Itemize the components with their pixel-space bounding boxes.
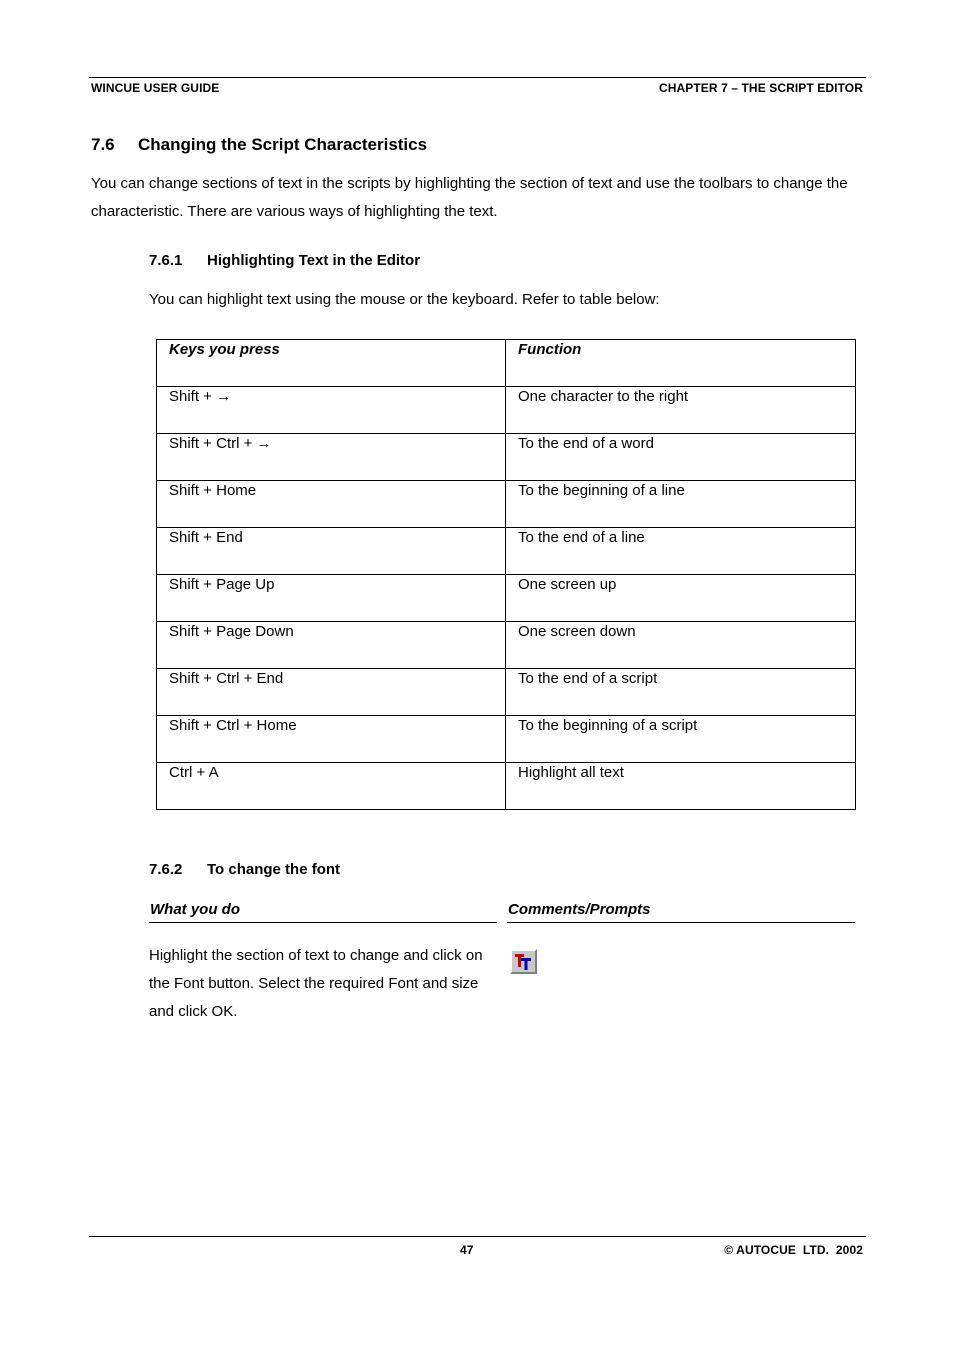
- table-cell-keys: Shift + Ctrl + Home: [157, 716, 506, 763]
- footer-rule: [89, 1236, 866, 1237]
- column-heading-comments: Comments/Prompts: [508, 901, 651, 918]
- page-number: 47: [460, 1243, 474, 1257]
- table-header-cell: Keys you press: [157, 340, 506, 387]
- font-button[interactable]: [510, 949, 537, 974]
- subsection-title: Highlighting Text in the Editor: [207, 252, 421, 269]
- subsection-heading: [149, 861, 340, 878]
- table-cell-function: One screen up: [506, 575, 856, 622]
- header-title: WINCUE USER GUIDE: [91, 81, 220, 95]
- section-number: 7.6: [91, 135, 115, 154]
- table-cell-function: Highlight all text: [506, 763, 856, 810]
- table-cell-function: To the beginning of a line: [506, 481, 856, 528]
- column-heading-what: What you do: [150, 901, 240, 918]
- subsection-title: To change the font: [207, 861, 341, 878]
- table-cell-keys: Shift + End: [157, 528, 506, 575]
- table-row: [157, 387, 856, 434]
- subsection-number: 7.6.2: [149, 861, 183, 878]
- table-cell-function: To the beginning of a script: [506, 716, 856, 763]
- font-instruction-line: and click OK.: [149, 1003, 238, 1020]
- section-title: Changing the Script Characteristics: [138, 135, 428, 154]
- footer-copyright: © AUTOCUE LTD. 2002: [724, 1243, 863, 1257]
- table-row: [157, 669, 856, 716]
- subsection-number: 7.6.1: [149, 252, 183, 269]
- table-header-cell: Function: [506, 340, 856, 387]
- table-header-row: [157, 340, 856, 387]
- table-cell-keys: Shift + Home: [157, 481, 506, 528]
- section-intro: [91, 170, 871, 226]
- table-cell-keys: Shift + Ctrl + End: [157, 669, 506, 716]
- table-row: [157, 434, 856, 481]
- table-cell-keys: Shift + →: [157, 387, 506, 434]
- table-cell-function: One character to the right: [506, 387, 856, 434]
- table-row: [157, 763, 856, 810]
- font-instruction-line: Highlight the section of text to change and click on: [149, 947, 483, 964]
- column-rule-what: [149, 922, 497, 923]
- header-chapter: CHAPTER 7 – THE SCRIPT EDITOR: [658, 81, 863, 95]
- table-row: [157, 575, 856, 622]
- table-cell-keys: Ctrl + A: [157, 763, 506, 810]
- table-row: [157, 622, 856, 669]
- table-cell-keys: Shift + Ctrl + →: [157, 434, 506, 481]
- column-rule-comments: [507, 922, 855, 923]
- font-instruction-line: the Font button. Select the required Font and size: [149, 975, 479, 992]
- table-cell-function: One screen down: [506, 622, 856, 669]
- table-cell-keys: Shift + Page Up: [157, 575, 506, 622]
- table-row: [157, 481, 856, 528]
- subsection-heading: [149, 252, 420, 269]
- header-rule: [89, 77, 866, 78]
- subsection-intro: You can highlight text using the mouse or the keyboard. Refer to table below:: [149, 291, 660, 308]
- section-heading: [91, 135, 427, 155]
- table-cell-function: To the end of a script: [506, 669, 856, 716]
- table-row: [157, 528, 856, 575]
- font-icon: [512, 951, 535, 972]
- section-intro-line: characteristic. There are various ways of highlighting the text.: [91, 203, 498, 220]
- font-instruction: [149, 942, 494, 1026]
- table-row: [157, 716, 856, 763]
- table-cell-function: To the end of a word: [506, 434, 856, 481]
- section-intro-line: You can change sections of text in the scripts by highlighting the section of text and use the toolbars to change the: [91, 175, 848, 192]
- table-cell-keys: Shift + Page Down: [157, 622, 506, 669]
- keys-table: [156, 339, 856, 810]
- table-cell-function: To the end of a line: [506, 528, 856, 575]
